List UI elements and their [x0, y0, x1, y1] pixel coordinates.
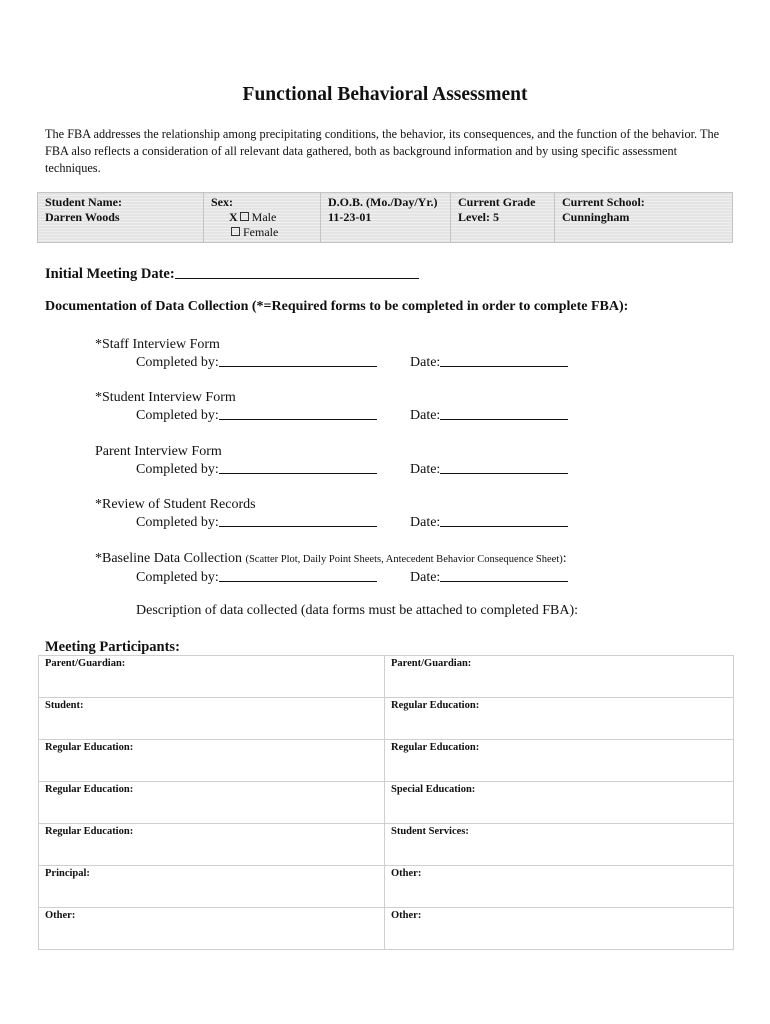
grade-cell	[451, 193, 555, 243]
sex-male-option[interactable]	[211, 210, 313, 225]
description-label: Description of data collected (data forms must be attached to completed FBA):	[136, 603, 579, 618]
form-item-student-interview	[95, 389, 735, 425]
initial-meeting-date-label: Initial Meeting Date:	[45, 266, 175, 282]
completed-by-label: Completed by:	[136, 515, 219, 530]
date-label: Date:	[410, 462, 441, 477]
form-row	[95, 514, 735, 532]
dob-value: 11-23-01	[328, 210, 372, 224]
date-blank[interactable]	[440, 407, 568, 420]
participant-cell[interactable]: Other:	[39, 908, 385, 950]
participant-cell[interactable]: Student Services:	[385, 824, 734, 866]
completed-by-blank[interactable]	[219, 514, 377, 527]
initial-meeting-date	[45, 264, 419, 283]
completed-by-blank[interactable]	[219, 461, 377, 474]
participants-heading: Meeting Participants:	[45, 639, 180, 655]
date-group	[410, 569, 568, 587]
form-title: *Baseline Data Collection	[95, 551, 242, 566]
grade-label: Current Grade	[458, 195, 536, 209]
school-cell	[555, 193, 733, 243]
document-title: Functional Behavioral Assessment	[242, 84, 528, 105]
participant-cell[interactable]: Regular Education:	[39, 782, 385, 824]
date-blank[interactable]	[440, 461, 568, 474]
date-label: Date:	[410, 355, 441, 370]
completed-by-label: Completed by:	[136, 462, 219, 477]
form-title: *Staff Interview Form	[95, 337, 220, 352]
initial-meeting-date-blank[interactable]	[175, 264, 419, 279]
sex-cell	[204, 193, 321, 243]
form-row	[95, 569, 735, 587]
date-group	[410, 354, 568, 372]
completed-by-blank[interactable]	[219, 569, 377, 582]
student-name-value: Darren Woods	[45, 210, 120, 224]
participant-cell[interactable]: Regular Education:	[385, 698, 734, 740]
date-group	[410, 461, 568, 479]
participant-cell[interactable]: Regular Education:	[39, 740, 385, 782]
table-row	[39, 824, 734, 866]
table-row	[39, 866, 734, 908]
form-row	[95, 354, 735, 372]
form-title-group	[95, 550, 735, 569]
form-title: *Review of Student Records	[95, 497, 256, 512]
school-value: Cunningham	[562, 210, 630, 224]
date-label: Date:	[410, 570, 441, 585]
participant-cell[interactable]: Other:	[385, 866, 734, 908]
date-blank[interactable]	[440, 514, 568, 527]
documentation-heading: Documentation of Data Collection (*=Required forms to be completed in order to complete FBA):	[45, 299, 629, 314]
table-row	[39, 782, 734, 824]
sex-male-label: Male	[251, 210, 277, 224]
completed-by-label: Completed by:	[136, 570, 219, 585]
sex-female-option[interactable]	[211, 225, 313, 240]
completed-by-blank[interactable]	[219, 354, 377, 367]
form-note: (Scatter Plot, Daily Point Sheets, Antecedent Behavior Consequence Sheet)	[245, 554, 563, 565]
form-item-staff-interview	[95, 336, 735, 372]
completed-by-blank[interactable]	[219, 407, 377, 420]
completed-by-label: Completed by:	[136, 355, 219, 370]
date-group	[410, 407, 568, 425]
sex-male-mark: X	[229, 210, 238, 224]
table-row	[39, 656, 734, 698]
student-info-table	[37, 192, 733, 243]
form-title: Parent Interview Form	[95, 444, 222, 459]
sex-label: Sex:	[211, 195, 233, 209]
form-item-baseline-data	[95, 550, 735, 587]
date-group	[410, 514, 568, 532]
grade-value: Level: 5	[458, 210, 499, 224]
participant-cell[interactable]: Student:	[39, 698, 385, 740]
table-row	[39, 698, 734, 740]
dob-cell	[321, 193, 451, 243]
form-item-parent-interview	[95, 443, 735, 479]
form-row	[95, 407, 735, 425]
participant-cell[interactable]: Parent/Guardian:	[385, 656, 734, 698]
completed-by-label: Completed by:	[136, 408, 219, 423]
checkbox-icon	[240, 212, 249, 221]
date-blank[interactable]	[440, 354, 568, 367]
date-label: Date:	[410, 408, 441, 423]
participant-cell[interactable]: Regular Education:	[385, 740, 734, 782]
dob-label: D.O.B. (Mo./Day/Yr.)	[328, 195, 438, 209]
sex-female-label: Female	[243, 225, 279, 239]
intro-paragraph: The FBA addresses the relationship among precipitating conditions, the behavior, its consequences, and the function of the behavior. The FBA also reflects a consideration of all relevant data gathered, both as background information and by using specific assessment techniques.	[45, 127, 720, 175]
form-item-student-records	[95, 496, 735, 532]
form-title-suffix: :	[562, 551, 567, 566]
participant-cell[interactable]: Other:	[385, 908, 734, 950]
table-row	[39, 908, 734, 950]
form-row	[95, 461, 735, 479]
participant-cell[interactable]: Regular Education:	[39, 824, 385, 866]
checkbox-icon	[231, 227, 240, 236]
form-title: *Student Interview Form	[95, 390, 236, 405]
date-label: Date:	[410, 515, 441, 530]
student-name-label: Student Name:	[45, 195, 122, 209]
table-row	[39, 740, 734, 782]
date-blank[interactable]	[440, 569, 568, 582]
school-label: Current School:	[562, 195, 645, 209]
participants-table	[38, 655, 734, 950]
participant-cell[interactable]: Special Education:	[385, 782, 734, 824]
student-name-cell	[38, 193, 204, 243]
participant-cell[interactable]: Principal:	[39, 866, 385, 908]
participant-cell[interactable]: Parent/Guardian:	[39, 656, 385, 698]
